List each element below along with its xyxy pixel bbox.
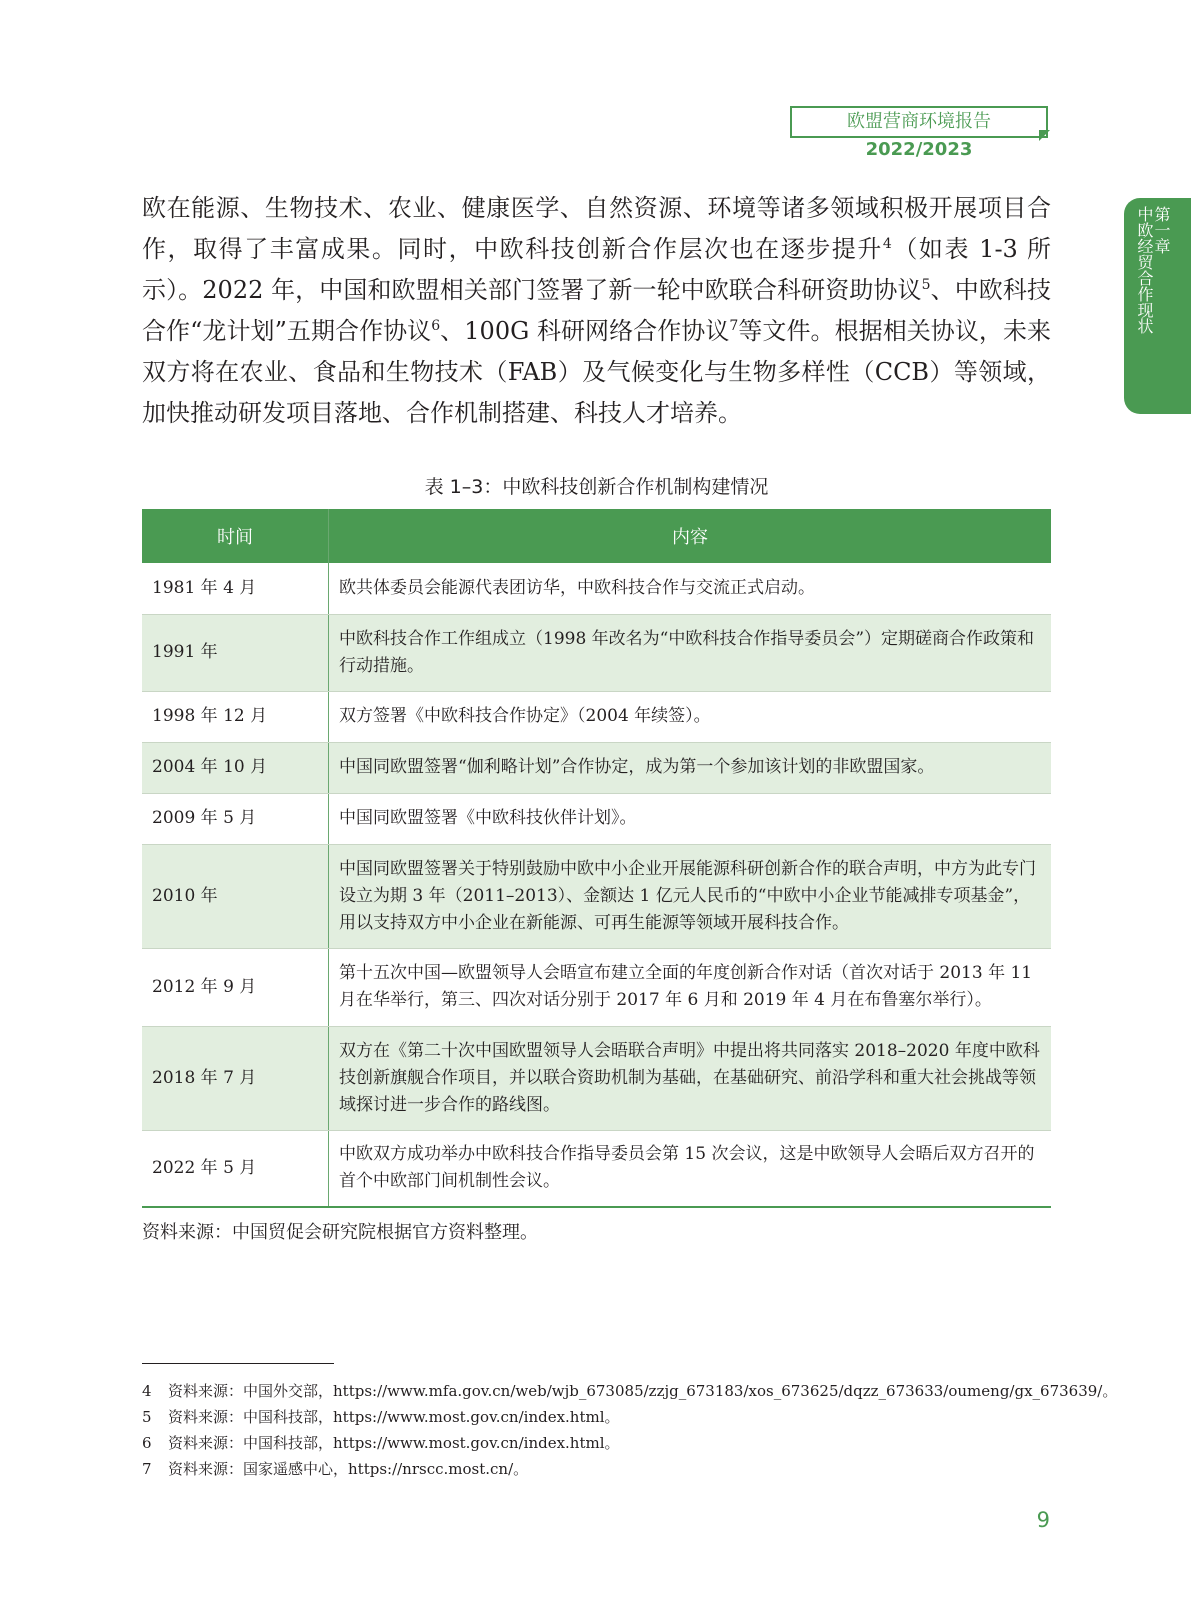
footnote-ref: 7	[729, 318, 739, 334]
table-row	[142, 1130, 1051, 1207]
page-number: 9	[1036, 1508, 1050, 1532]
footnote-divider	[142, 1363, 334, 1364]
footnote-item	[142, 1378, 1118, 1404]
time-cell: 2009 年 5 月	[142, 793, 329, 844]
cooperation-table	[142, 509, 1051, 1208]
footnote-number: 6	[142, 1434, 152, 1452]
footnote-text: 资料来源：国家遥感中心，https://nrscc.most.cn/。	[168, 1460, 529, 1478]
chapter-number: 第一章	[1152, 206, 1171, 254]
time-cell: 1998 年 12 月	[142, 691, 329, 742]
footnotes	[142, 1378, 1118, 1482]
body-text-segment: （如表 1-3 所示）。2022 年，中国和欧盟相关部门签署了新一轮中欧联合科研资助协议	[142, 235, 1052, 304]
table-row	[142, 793, 1051, 844]
time-cell: 2018 年 7 月	[142, 1026, 329, 1130]
time-cell: 2004 年 10 月	[142, 742, 329, 793]
table-source-note: 资料来源：中国贸促会研究院根据官方资料整理。	[142, 1222, 538, 1243]
table-caption: 表 1–3：中欧科技创新合作机制构建情况	[424, 476, 769, 498]
content-cell: 中欧科技合作工作组成立（1998 年改名为“中欧科技合作指导委员会”）定期磋商合作政策和行动措施。	[329, 614, 1052, 691]
body-text-segment: 等文件。根据相关协议，未来双方将在农业、食品和生物技术（FAB）及气候变化与生物多样性（CCB）等领域，加快推动研发项目落地、合作机制搭建、科技人才培养。	[142, 317, 1052, 427]
column-header-content: 内容	[329, 509, 1052, 563]
content-cell: 中国同欧盟签署“伽利略计划”合作协定，成为第一个参加该计划的非欧盟国家。	[329, 742, 1052, 793]
footnote-ref: 6	[431, 318, 441, 334]
content-cell: 第十五次中国—欧盟领导人会晤宣布建立全面的年度创新合作对话（首次对话于 2013 年 11 月在华举行，第三、四次对话分别于 2017 年 6 月和 2019 年 4 月在布鲁塞尔举行）。	[329, 948, 1052, 1026]
footnote-number: 5	[142, 1408, 152, 1426]
time-cell: 1981 年 4 月	[142, 563, 329, 614]
chapter-title: 中欧经贸合作现状	[1135, 206, 1154, 334]
header-corner-mark	[1039, 130, 1050, 141]
time-cell: 1991 年	[142, 614, 329, 691]
content-cell: 欧共体委员会能源代表团访华，中欧科技合作与交流正式启动。	[329, 563, 1052, 614]
footnote-ref: 4	[882, 236, 892, 252]
report-title: 欧盟营商环境报告	[847, 111, 991, 132]
table-row	[142, 742, 1051, 793]
table-row	[142, 563, 1051, 614]
column-header-time: 时间	[142, 509, 329, 563]
body-text-segment: 欧在能源、生物技术、农业、健康医学、自然资源、环境等诸多领域积极开展项目合作，取得了丰富成果。同时，中欧科技创新合作层次也在逐步提升	[142, 194, 1051, 263]
table-row	[142, 1026, 1051, 1130]
report-header	[790, 106, 1048, 160]
table-row	[142, 614, 1051, 691]
content-cell: 中国同欧盟签署关于特别鼓励中欧中小企业开展能源科研创新合作的联合声明，中方为此专门设立为期 3 年（2011–2013）、金额达 1 亿元人民币的“中欧中小企业节能减排专项基金”，用以支持双方中小企业在新能源、可再生能源等领域开展科技合作。	[329, 844, 1052, 948]
content-cell: 中国同欧盟签署《中欧科技伙伴计划》。	[329, 793, 1052, 844]
footnote-text: 资料来源：中国科技部，https://www.most.gov.cn/index.html。	[168, 1434, 620, 1452]
table-row	[142, 691, 1051, 742]
body-text-segment: 、中欧科技合作“龙计划”五期合作协议	[142, 276, 1051, 345]
body-text-segment: 、100G 科研网络合作协议	[440, 317, 730, 345]
table-row	[142, 844, 1051, 948]
table-header-row	[142, 509, 1051, 563]
body-paragraph	[142, 188, 1051, 434]
content-cell: 双方签署《中欧科技合作协定》（2004 年续签）。	[329, 691, 1052, 742]
footnote-number: 7	[142, 1460, 152, 1478]
footnote-text: 资料来源：中国外交部，https://www.mfa.gov.cn/web/wjb_673085/zzjg_673183/xos_673625/dqzz_673633/oumeng/gx_673639/。	[168, 1382, 1118, 1400]
footnote-item	[142, 1456, 1051, 1482]
chapter-tab-label	[1135, 206, 1171, 334]
time-cell: 2010 年	[142, 844, 329, 948]
table-row	[142, 948, 1051, 1026]
footnote-number: 4	[142, 1382, 152, 1400]
time-cell: 2012 年 9 月	[142, 948, 329, 1026]
footnote-ref: 5	[921, 277, 931, 293]
content-cell: 中欧双方成功举办中欧科技合作指导委员会第 15 次会议，这是中欧领导人会晤后双方召开的首个中欧部门间机制性会议。	[329, 1130, 1052, 1207]
footnote-text: 资料来源：中国科技部，https://www.most.gov.cn/index.html。	[168, 1408, 620, 1426]
report-year: 2022/2023	[865, 139, 973, 160]
footnote-item	[142, 1430, 1051, 1456]
time-cell: 2022 年 5 月	[142, 1130, 329, 1207]
footnote-item	[142, 1404, 1051, 1430]
content-cell: 双方在《第二十次中国欧盟领导人会晤联合声明》中提出将共同落实 2018–2020 年度中欧科技创新旗舰合作项目，并以联合资助机制为基础，在基础研究、前沿学科和重大社会挑战等领域探讨进一步合作的路线图。	[329, 1026, 1052, 1130]
